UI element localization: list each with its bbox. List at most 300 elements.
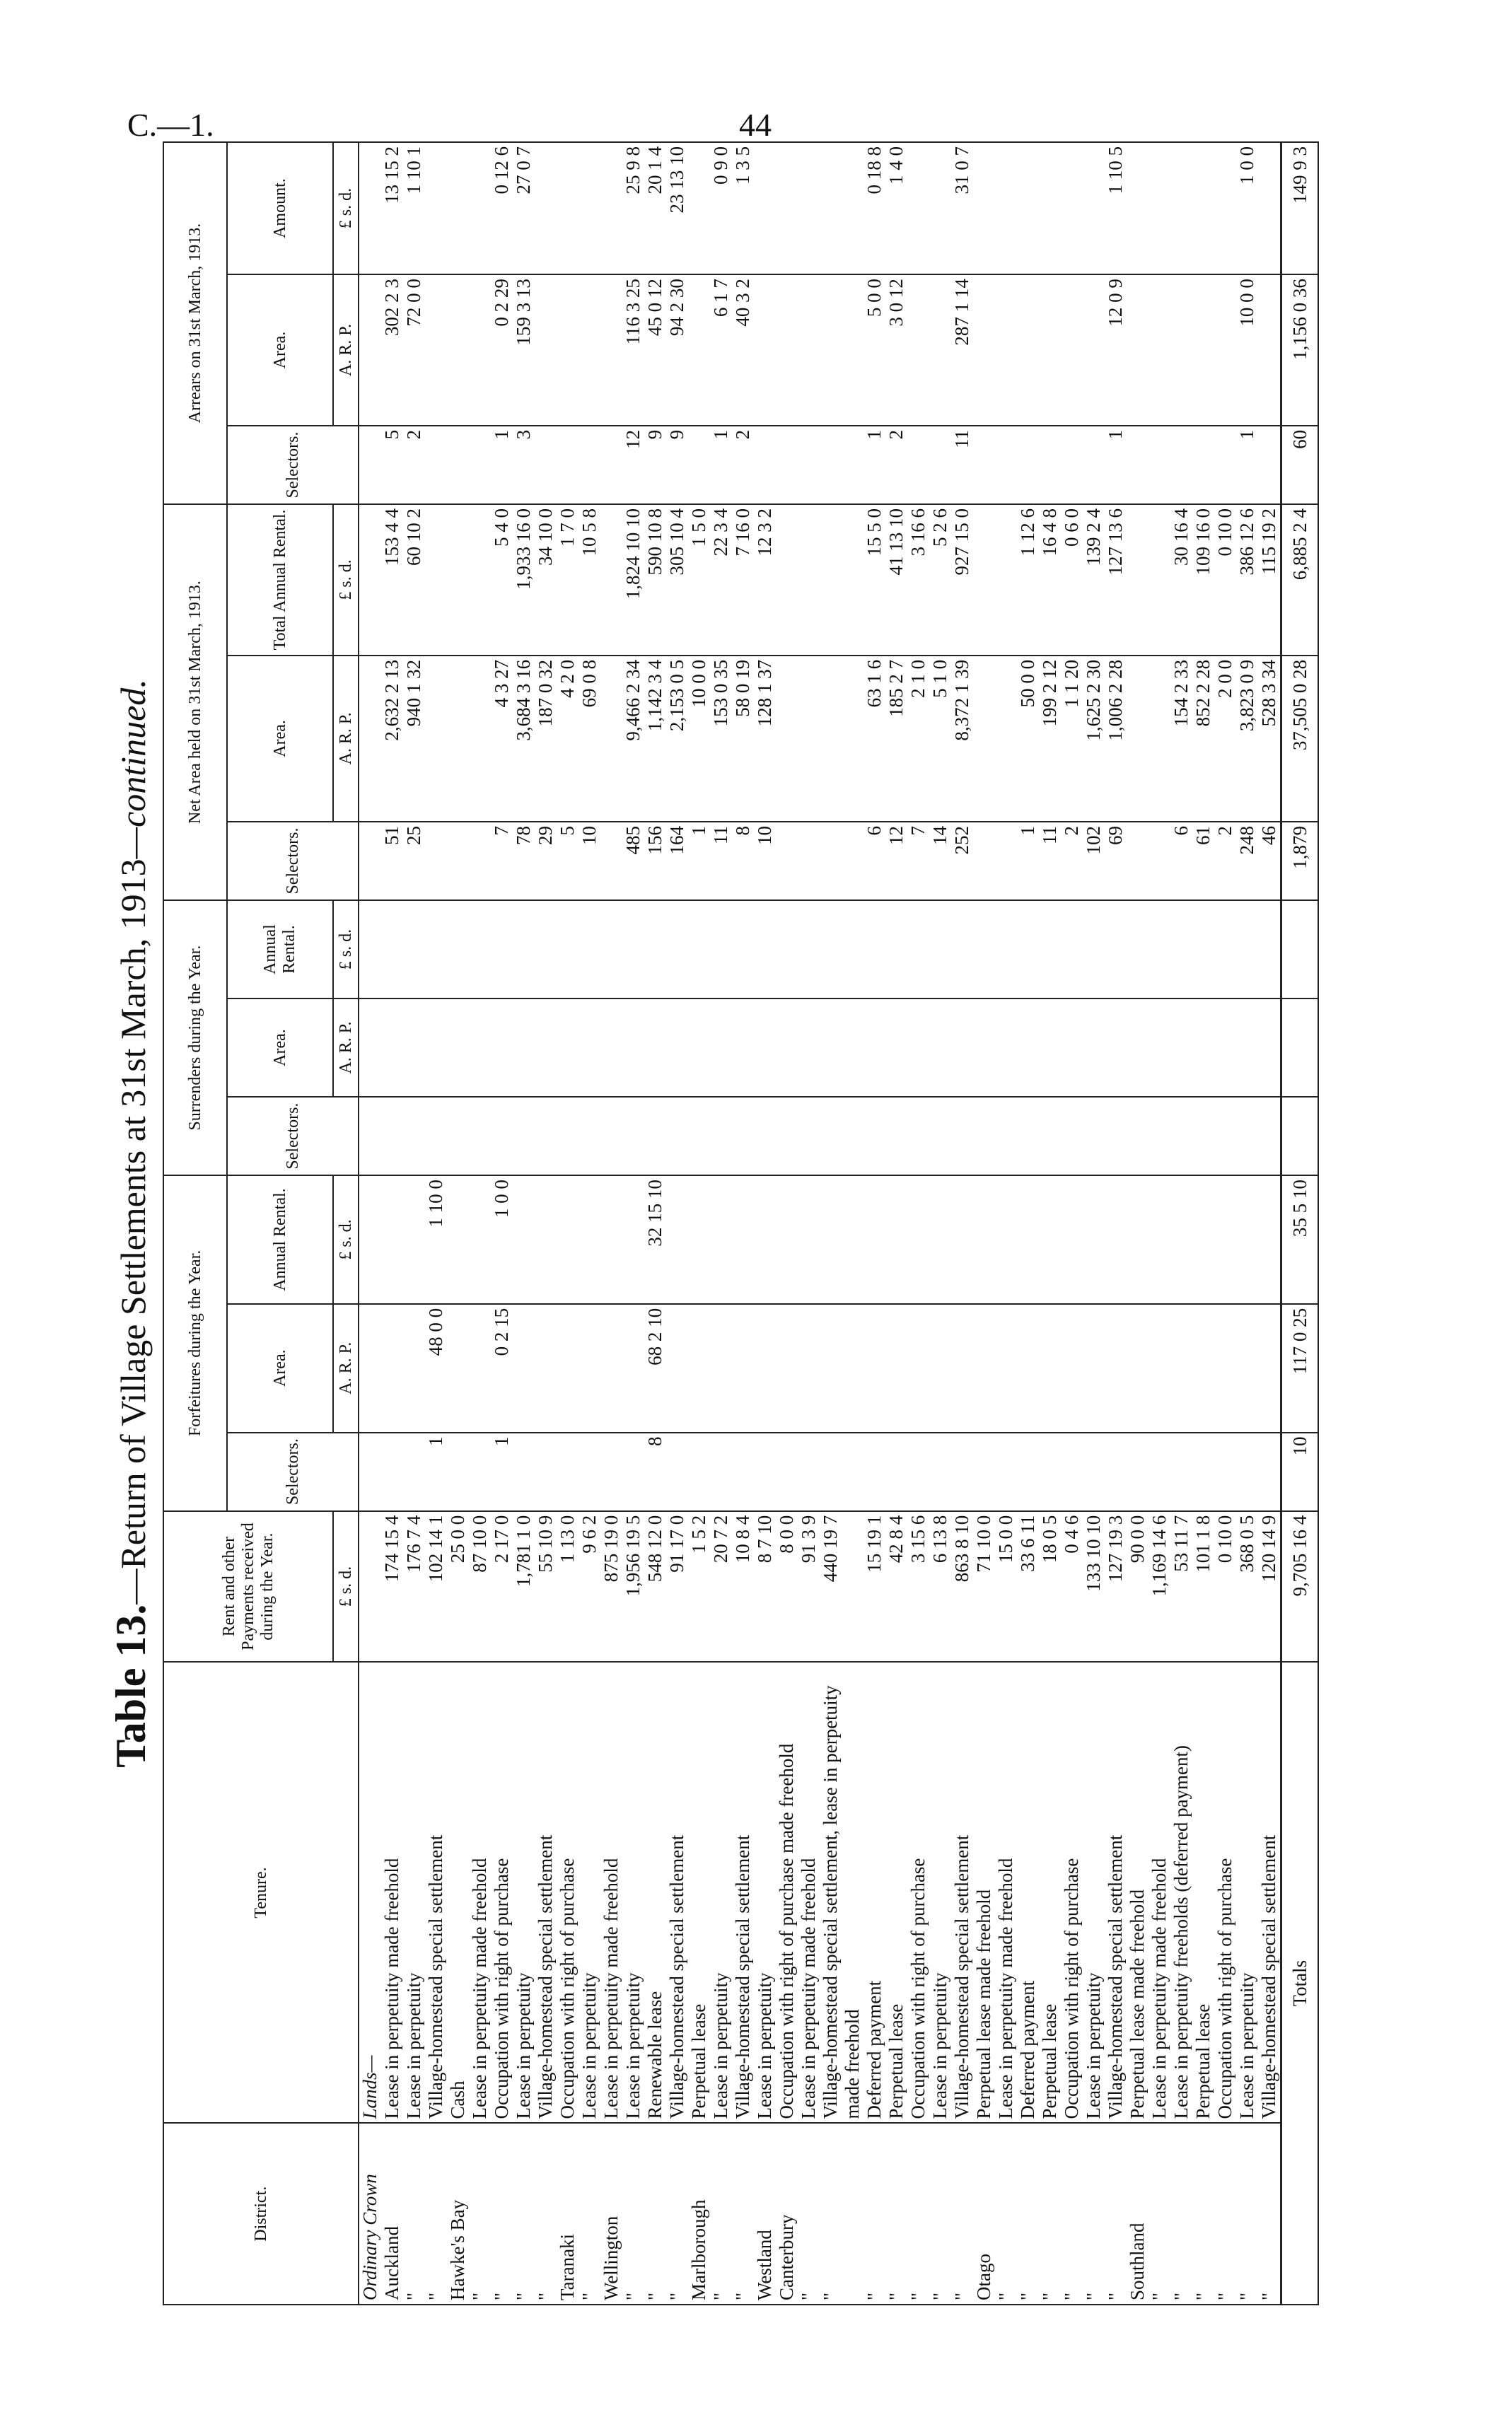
cell-s-rent (863, 900, 885, 999)
cell-rent: 8 0 0 (776, 1511, 798, 1663)
cell-s-area (1258, 999, 1281, 1097)
cell-n-rent: 1 7 0 (557, 504, 578, 656)
table-row (1148, 142, 1170, 2305)
cell-f-rent (1148, 1175, 1170, 1304)
cell-n-area: 1,006 2 28 (1105, 656, 1127, 822)
cell-f-rent (578, 1175, 600, 1304)
cell-tenure: Lands— (359, 1662, 381, 2123)
cell-rent: 1,169 14 6 (1148, 1511, 1170, 1663)
cell-f-rent (447, 1175, 469, 1304)
cell-district: " (1083, 2123, 1105, 2305)
cell-n-area: 154 2 33 (1170, 656, 1192, 822)
cell-a-area: 0 2 29 (491, 274, 513, 426)
cell-s-area (820, 999, 863, 1097)
table-row (820, 142, 863, 2305)
cell-n-rent: 34 10 0 (535, 504, 557, 656)
table-row (710, 142, 732, 2305)
cell-f-sel (381, 1433, 403, 1511)
cell-tenure: Lease in perpetuity made freehold (469, 1662, 491, 2123)
cell-s-rent (447, 900, 469, 999)
cell-rent: 3 15 6 (907, 1511, 929, 1663)
cell-tenure: Cash (447, 1662, 469, 2123)
cell-rent: 875 19 0 (600, 1511, 622, 1663)
cell-f-sel (754, 1433, 776, 1511)
cell-s-sel (1127, 1097, 1148, 1175)
col-s-area: Area. (227, 999, 333, 1097)
cell-s-rent (798, 900, 820, 999)
cell-n-sel: 69 (1105, 822, 1127, 900)
cell-f-sel (1170, 1433, 1192, 1511)
cell-n-sel: 12 (885, 822, 907, 900)
cell-rent: 15 0 0 (995, 1511, 1017, 1663)
col-tenure: Tenure. (163, 1662, 359, 2123)
cell-f-rent (622, 1175, 644, 1304)
cell-n-sel: 7 (907, 822, 929, 900)
cell-rent: 0 10 0 (1214, 1511, 1236, 1663)
cell-s-rent (929, 900, 951, 999)
cell-rent: 176 7 4 (403, 1511, 425, 1663)
cell-a-area: 5 0 0 (863, 274, 885, 426)
cell-a-sel (688, 426, 710, 504)
cell-a-amt: 0 12 6 (491, 142, 513, 274)
cell-n-rent: 0 10 0 (1214, 504, 1236, 656)
cell-n-sel: 29 (535, 822, 557, 900)
cell-a-amt (469, 142, 491, 274)
col-f-rental: Annual Rental. (227, 1175, 333, 1304)
cell-a-area (776, 274, 798, 426)
cell-s-sel (578, 1097, 600, 1175)
cell-s-area (535, 999, 557, 1097)
cell-rent: 133 10 10 (1083, 1511, 1105, 1663)
cell-tenure: Occupation with right of purchase (1061, 1662, 1083, 2123)
cell-n-area (1148, 656, 1170, 822)
table-row (578, 142, 600, 2305)
cell-a-area (688, 274, 710, 426)
cell-rent: 20 7 2 (710, 1511, 732, 1663)
cell-s-sel (644, 1097, 666, 1175)
col-n-selectors: Selectors. (227, 822, 359, 900)
cell-f-sel (1214, 1433, 1236, 1511)
cell-district: " (732, 2123, 754, 2305)
cell-tenure: Occupation with right of purchase (491, 1662, 513, 2123)
cell-n-rent: 127 13 6 (1105, 504, 1127, 656)
cell-s-area (600, 999, 622, 1097)
cell-s-area (1170, 999, 1192, 1097)
cell-s-rent (403, 900, 425, 999)
cell-f-sel (557, 1433, 578, 1511)
cell-a-amt: 1 10 5 (1105, 142, 1127, 274)
cell-f-area (798, 1304, 820, 1433)
table-row (907, 142, 929, 2305)
cell-a-area: 45 0 12 (644, 274, 666, 426)
cell-s-sel (513, 1097, 535, 1175)
cell-district: " (666, 2123, 688, 2305)
cell-n-sel (776, 822, 798, 900)
table-row (1236, 142, 1258, 2305)
cell-a-sel: 1 (710, 426, 732, 504)
cell-s-sel (885, 1097, 907, 1175)
cell-district: " (425, 2123, 447, 2305)
cell-n-sel: 156 (644, 822, 666, 900)
cell-n-rent: 5 2 6 (929, 504, 951, 656)
table-row (754, 142, 776, 2305)
cell-rent: 42 8 4 (885, 1511, 907, 1663)
cell-n-sel: 248 (1236, 822, 1258, 900)
cell-a-amt (578, 142, 600, 274)
cell-s-rent (513, 900, 535, 999)
cell-rent: 368 0 5 (1236, 1511, 1258, 1663)
cell-f-sel (403, 1433, 425, 1511)
cell-s-rent (820, 900, 863, 999)
cell-f-sel (1039, 1433, 1061, 1511)
cell-s-rent (1192, 900, 1214, 999)
cell-f-sel (973, 1433, 995, 1511)
cell-s-sel (557, 1097, 578, 1175)
cell-a-area (557, 274, 578, 426)
cell-s-rent (732, 900, 754, 999)
table-row (381, 142, 403, 2305)
cell-a-sel: 1 (1236, 426, 1258, 504)
cell-a-area: 302 2 3 (381, 274, 403, 426)
col-f-area: Area. (227, 1304, 333, 1433)
cell-n-sel: 2 (1214, 822, 1236, 900)
cell-n-sel: 6 (863, 822, 885, 900)
cell-tenure: Perpetual lease (688, 1662, 710, 2123)
cell-s-rent (1105, 900, 1127, 999)
cell-a-sel (1214, 426, 1236, 504)
cell-f-area (907, 1304, 929, 1433)
cell-s-area (1192, 999, 1214, 1097)
cell-rent: 174 15 4 (381, 1511, 403, 1663)
cell-s-area (907, 999, 929, 1097)
units-area: A. R. P. (333, 1304, 359, 1433)
cell-s-rent (600, 900, 622, 999)
cell-a-amt: 13 15 2 (381, 142, 403, 274)
cell-f-sel (513, 1433, 535, 1511)
cell-f-rent (885, 1175, 907, 1304)
cell-f-rent (1105, 1175, 1127, 1304)
cell-f-sel (688, 1433, 710, 1511)
cell-s-sel (1258, 1097, 1281, 1175)
cell-n-area (973, 656, 995, 822)
table-row (863, 142, 885, 2305)
cell-n-sel: 10 (578, 822, 600, 900)
cell-a-area: 287 1 14 (951, 274, 973, 426)
cell-f-sel (447, 1433, 469, 1511)
cell-a-amt (1039, 142, 1061, 274)
cell-f-area (1105, 1304, 1127, 1433)
cell-f-sel (622, 1433, 644, 1511)
cell-s-area (403, 999, 425, 1097)
cell-a-sel (907, 426, 929, 504)
cell-district: " (885, 2123, 907, 2305)
cell-n-rent: 5 4 0 (491, 504, 513, 656)
cell-n-area (359, 656, 381, 822)
cell-n-area: 2,632 2 13 (381, 656, 403, 822)
col-f-selectors: Selectors. (227, 1433, 359, 1511)
units-area: A. R. P. (333, 656, 359, 822)
cell-a-sel: 1 (491, 426, 513, 504)
cell-tenure: Lease in perpetuity (710, 1662, 732, 2123)
total-a-amt: 149 9 3 (1281, 142, 1319, 274)
table-row (732, 142, 754, 2305)
cell-s-rent (1083, 900, 1105, 999)
cell-a-sel (1017, 426, 1039, 504)
cell-a-sel: 1 (1105, 426, 1127, 504)
cell-a-area (425, 274, 447, 426)
cell-f-sel: 8 (644, 1433, 666, 1511)
cell-f-rent (951, 1175, 973, 1304)
col-n-rental: Total Annual Rental. (227, 504, 333, 656)
cell-f-sel (995, 1433, 1017, 1511)
total-f-rent: 35 5 10 (1281, 1175, 1319, 1304)
table-row (644, 142, 666, 2305)
cell-s-area (732, 999, 754, 1097)
cell-district: " (995, 2123, 1017, 2305)
cell-n-sel: 2 (1061, 822, 1083, 900)
cell-a-sel: 3 (513, 426, 535, 504)
cell-s-sel (688, 1097, 710, 1175)
cell-district: Ordinary Crown (359, 2123, 381, 2305)
cell-n-area: 852 2 28 (1192, 656, 1214, 822)
cell-tenure: Deferred payment (863, 1662, 885, 2123)
table-label: Table 13. (107, 1604, 154, 1768)
cell-f-rent (1039, 1175, 1061, 1304)
cell-a-amt (754, 142, 776, 274)
cell-s-area (1236, 999, 1258, 1097)
cell-tenure: Lease in perpetuity (1236, 1662, 1258, 2123)
cell-a-area: 10 0 0 (1236, 274, 1258, 426)
cell-n-rent: 1,933 16 0 (513, 504, 535, 656)
cell-a-sel (995, 426, 1017, 504)
cell-a-area: 72 0 0 (403, 274, 425, 426)
cell-s-rent (535, 900, 557, 999)
cell-a-sel: 9 (666, 426, 688, 504)
cell-a-amt (798, 142, 820, 274)
cell-a-area: 40 3 2 (732, 274, 754, 426)
cell-district: " (1017, 2123, 1039, 2305)
table-row (1105, 142, 1127, 2305)
cell-n-area: 2 1 0 (907, 656, 929, 822)
cell-f-sel (535, 1433, 557, 1511)
cell-n-sel (600, 822, 622, 900)
table-title (99, 141, 165, 2305)
table-row (469, 142, 491, 2305)
cell-s-rent (754, 900, 776, 999)
cell-f-area (578, 1304, 600, 1433)
cell-s-sel (732, 1097, 754, 1175)
cell-n-sel: 46 (1258, 822, 1281, 900)
cell-n-sel: 51 (381, 822, 403, 900)
cell-rent: 53 11 7 (1170, 1511, 1192, 1663)
cell-tenure: Village-homestead special settlement, lease in perpetuity made freehold (820, 1662, 863, 2123)
cell-s-rent (1214, 900, 1236, 999)
cell-tenure: Village-homestead special settlement (425, 1662, 447, 2123)
cell-s-rent (644, 900, 666, 999)
cell-a-sel (1127, 426, 1148, 504)
cell-a-sel (535, 426, 557, 504)
cell-n-sel: 61 (1192, 822, 1214, 900)
cell-a-amt (820, 142, 863, 274)
cell-district: Wellington (600, 2123, 622, 2305)
cell-n-sel: 10 (754, 822, 776, 900)
cell-district: Southland (1127, 2123, 1148, 2305)
cell-a-amt (1127, 142, 1148, 274)
cell-s-rent (1017, 900, 1039, 999)
cell-a-sel (754, 426, 776, 504)
cell-a-amt (1258, 142, 1281, 274)
cell-s-sel (1192, 1097, 1214, 1175)
cell-s-area (754, 999, 776, 1097)
cell-a-sel (1061, 426, 1083, 504)
cell-n-area (820, 656, 863, 822)
cell-a-sel (776, 426, 798, 504)
cell-n-rent: 7 16 0 (732, 504, 754, 656)
cell-s-area (776, 999, 798, 1097)
cell-rent: 102 14 1 (425, 1511, 447, 1663)
cell-s-sel (622, 1097, 644, 1175)
cell-tenure: Lease in perpetuity (578, 1662, 600, 2123)
cell-tenure: Perpetual lease made freehold (1127, 1662, 1148, 2123)
cell-s-sel (469, 1097, 491, 1175)
cell-s-area (688, 999, 710, 1097)
col-a-area: Area. (227, 274, 333, 426)
table-row (622, 142, 644, 2305)
cell-s-rent (1258, 900, 1281, 999)
cell-district: " (710, 2123, 732, 2305)
cell-a-amt: 0 18 8 (863, 142, 885, 274)
total-rent: 9,705 16 4 (1281, 1511, 1319, 1663)
cell-n-sel: 11 (1039, 822, 1061, 900)
cell-n-rent: 41 13 10 (885, 504, 907, 656)
cell-f-sel (666, 1433, 688, 1511)
table-row (688, 142, 710, 2305)
cell-rent: 87 10 0 (469, 1511, 491, 1663)
cell-f-area (929, 1304, 951, 1433)
cell-a-sel (557, 426, 578, 504)
cell-tenure: Occupation with right of purchase (557, 1662, 578, 2123)
cell-s-sel (1061, 1097, 1083, 1175)
table-row (1061, 142, 1083, 2305)
cell-a-sel (1039, 426, 1061, 504)
cell-n-rent (425, 504, 447, 656)
cell-n-area: 1,142 3 4 (644, 656, 666, 822)
cell-tenure: Perpetual lease (1039, 1662, 1061, 2123)
cell-a-amt (1061, 142, 1083, 274)
cell-a-amt (1083, 142, 1105, 274)
cell-f-sel: 1 (491, 1433, 513, 1511)
cell-a-area (929, 274, 951, 426)
cell-n-sel (973, 822, 995, 900)
cell-s-rent (1170, 900, 1192, 999)
cell-district: " (929, 2123, 951, 2305)
total-s-sel (1281, 1097, 1319, 1175)
cell-rent: 55 10 9 (535, 1511, 557, 1663)
cell-n-area: 199 2 12 (1039, 656, 1061, 822)
cell-a-area (820, 274, 863, 426)
cell-tenure: Occupation with right of purchase (907, 1662, 929, 2123)
table-body (359, 142, 1318, 2305)
cell-n-rent (447, 504, 469, 656)
cell-f-rent (1236, 1175, 1258, 1304)
cell-district: Auckland (381, 2123, 403, 2305)
cell-district: " (1214, 2123, 1236, 2305)
cell-s-sel (754, 1097, 776, 1175)
cell-n-rent: 590 10 8 (644, 504, 666, 656)
cell-a-sel (1258, 426, 1281, 504)
cell-f-rent (798, 1175, 820, 1304)
table-row (995, 142, 1017, 2305)
cell-f-sel (798, 1433, 820, 1511)
cell-f-rent (1083, 1175, 1105, 1304)
cell-n-rent: 115 19 2 (1258, 504, 1281, 656)
cell-s-rent (1148, 900, 1170, 999)
cell-n-rent: 139 2 4 (1083, 504, 1105, 656)
cell-n-area: 128 1 37 (754, 656, 776, 822)
cell-a-sel: 9 (644, 426, 666, 504)
cell-s-sel (381, 1097, 403, 1175)
cell-f-sel (732, 1433, 754, 1511)
cell-a-amt: 1 10 1 (403, 142, 425, 274)
cell-n-sel (798, 822, 820, 900)
cell-f-rent (688, 1175, 710, 1304)
cell-s-sel (1083, 1097, 1105, 1175)
cell-a-area: 6 1 7 (710, 274, 732, 426)
cell-tenure: Lease in perpetuity (403, 1662, 425, 2123)
cell-s-sel (951, 1097, 973, 1175)
cell-a-sel (425, 426, 447, 504)
cell-district: " (951, 2123, 973, 2305)
cell-rent: 90 0 0 (1127, 1511, 1148, 1663)
cell-rent: 1 5 2 (688, 1511, 710, 1663)
cell-a-area (1192, 274, 1214, 426)
cell-f-rent: 1 0 0 (491, 1175, 513, 1304)
cell-s-area (973, 999, 995, 1097)
cell-a-sel (973, 426, 995, 504)
cell-f-area (710, 1304, 732, 1433)
cell-tenure: Lease in perpetuity (1083, 1662, 1105, 2123)
cell-n-rent (995, 504, 1017, 656)
cell-n-area (798, 656, 820, 822)
cell-s-sel (995, 1097, 1017, 1175)
cell-district: Hawke's Bay (447, 2123, 469, 2305)
cell-a-sel (820, 426, 863, 504)
cell-s-sel (600, 1097, 622, 1175)
cell-n-rent: 15 5 0 (863, 504, 885, 656)
cell-n-sel: 1 (688, 822, 710, 900)
cell-f-area (776, 1304, 798, 1433)
table-row (973, 142, 995, 2305)
cell-s-rent (907, 900, 929, 999)
cell-s-area (863, 999, 885, 1097)
cell-n-rent: 1 12 6 (1017, 504, 1039, 656)
cell-s-rent (557, 900, 578, 999)
cell-f-rent: 32 15 10 (644, 1175, 666, 1304)
cell-s-sel (359, 1097, 381, 1175)
cell-f-rent (403, 1175, 425, 1304)
cell-f-rent (1061, 1175, 1083, 1304)
cell-f-rent (359, 1175, 381, 1304)
cell-rent: 863 8 10 (951, 1511, 973, 1663)
cell-n-rent: 153 4 4 (381, 504, 403, 656)
cell-a-amt (1148, 142, 1170, 274)
cell-n-sel: 485 (622, 822, 644, 900)
cell-f-area (1039, 1304, 1061, 1433)
cell-f-rent (907, 1175, 929, 1304)
cell-n-rent (1148, 504, 1170, 656)
cell-s-rent (1127, 900, 1148, 999)
cell-f-rent (863, 1175, 885, 1304)
